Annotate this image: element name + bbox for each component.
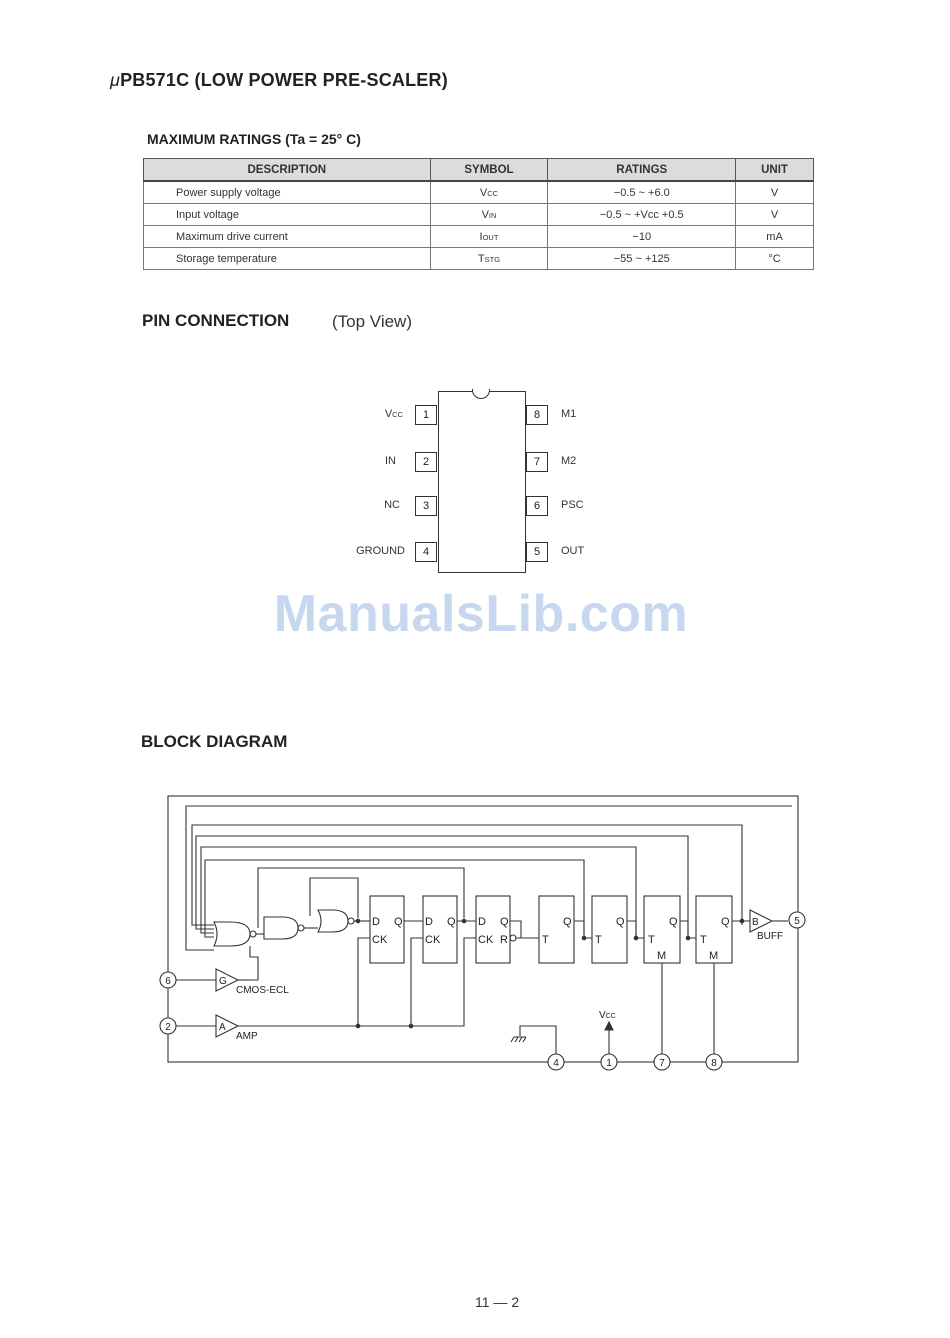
cell-description: Storage temperature bbox=[144, 248, 431, 270]
ff2-ck-label: CK bbox=[425, 934, 441, 946]
tff3-t-label: T bbox=[648, 934, 655, 946]
feedback-wire bbox=[310, 878, 358, 918]
cell-rating: −0.5 ~ +Vcc +0.5 bbox=[548, 204, 736, 226]
symbol-main: V bbox=[481, 208, 489, 221]
pin-label-main: IN bbox=[385, 455, 396, 467]
page-title-text: PB571C (LOW POWER PRE-SCALER) bbox=[120, 70, 448, 90]
cell-rating: −55 ~ +125 bbox=[548, 248, 736, 270]
ff1-q-label: Q bbox=[394, 916, 403, 928]
symbol-main: T bbox=[477, 252, 485, 265]
tff4-t-label: T bbox=[700, 934, 707, 946]
pin-label-main: V bbox=[384, 408, 393, 420]
wire bbox=[250, 946, 258, 980]
pin-label-main: NC bbox=[384, 499, 400, 511]
amp-label: AMP bbox=[236, 1031, 258, 1042]
tff2-t-label: T bbox=[595, 934, 602, 946]
cell-unit: °C bbox=[736, 248, 814, 270]
junction-dot bbox=[740, 919, 744, 923]
ff3-q-label: Q bbox=[500, 916, 509, 928]
junction-dot bbox=[462, 919, 466, 923]
cell-description: Input voltage bbox=[144, 204, 431, 226]
block-diagram-heading: BLOCK DIAGRAM bbox=[141, 732, 288, 751]
clock-wire bbox=[358, 938, 370, 1026]
wire bbox=[186, 941, 214, 950]
feedback-wire bbox=[196, 836, 688, 938]
pin-5-number: 5 bbox=[794, 916, 800, 927]
junction-dot bbox=[582, 936, 586, 940]
ff3-r-label: R bbox=[500, 934, 508, 946]
cell-unit: V bbox=[736, 181, 814, 204]
junction-dot bbox=[356, 1024, 360, 1028]
ff1-ck-label: CK bbox=[372, 934, 388, 946]
pin-4-number: 4 bbox=[553, 1058, 559, 1069]
t-flip-flop-2 bbox=[592, 896, 627, 963]
symbol-sub: IN bbox=[488, 210, 497, 220]
d-flip-flop-2 bbox=[423, 896, 457, 963]
ff2-d-label: D bbox=[425, 916, 433, 928]
inverter-bubble bbox=[510, 935, 516, 941]
pin-7: 7 bbox=[526, 452, 548, 472]
feedback-wire bbox=[258, 868, 464, 928]
column-header-symbol: SYMBOL bbox=[430, 159, 548, 182]
amp-letter: A bbox=[219, 1022, 226, 1033]
symbol-main: I bbox=[479, 230, 483, 243]
cell-unit: mA bbox=[736, 226, 814, 248]
ff3-d-label: D bbox=[478, 916, 486, 928]
pin-5: 5 bbox=[526, 542, 548, 562]
junction-dot bbox=[686, 936, 690, 940]
tff3-q-label: Q bbox=[669, 916, 678, 928]
ground-icon bbox=[511, 1037, 526, 1042]
pin-6-number: 6 bbox=[165, 976, 171, 987]
ff1-d-label: D bbox=[372, 916, 380, 928]
clock-wire bbox=[238, 938, 476, 1026]
watermark: ManualsLib.com bbox=[273, 585, 689, 643]
wire bbox=[574, 921, 592, 938]
wire bbox=[680, 921, 696, 938]
ff3-ck-label: CK bbox=[478, 934, 494, 946]
pin-6: 6 bbox=[526, 496, 548, 516]
pin-2: 2 bbox=[415, 452, 437, 472]
nor-gate-1 bbox=[214, 922, 250, 946]
symbol-sub: STG bbox=[484, 254, 501, 264]
pin-label-m1: M1 bbox=[561, 408, 577, 420]
pin-connection-heading: PIN CONNECTION bbox=[142, 311, 290, 330]
pin-4: 4 bbox=[415, 542, 437, 562]
pin-7-number: 7 bbox=[659, 1058, 665, 1069]
cell-description: Power supply voltage bbox=[144, 181, 431, 204]
inverter-bubble bbox=[250, 931, 256, 937]
pin-8: 8 bbox=[526, 405, 548, 425]
inverter-bubble bbox=[298, 925, 304, 931]
ground-wire bbox=[520, 1026, 556, 1054]
wire bbox=[627, 921, 644, 938]
buffer-letter: B bbox=[752, 917, 759, 928]
cmos-ecl-letter: G bbox=[219, 976, 227, 987]
pin-3: 3 bbox=[415, 496, 437, 516]
ratings-heading: MAXIMUM RATINGS (Ta = 25° C) bbox=[147, 131, 361, 147]
column-header-description: DESCRIPTION bbox=[144, 159, 431, 182]
cell-rating: −10 bbox=[548, 226, 736, 248]
pin-label-m2: M2 bbox=[561, 455, 577, 467]
tff1-q-label: Q bbox=[563, 916, 572, 928]
clock-wire bbox=[411, 938, 423, 1026]
junction-dot bbox=[409, 1024, 413, 1028]
cell-rating: −0.5 ~ +6.0 bbox=[548, 181, 736, 204]
tff4-q-label: Q bbox=[721, 916, 730, 928]
d-flip-flop-3 bbox=[476, 896, 510, 963]
inverter-bubble bbox=[348, 918, 354, 924]
vcc-arrow-icon bbox=[605, 1022, 613, 1030]
feedback-wire bbox=[186, 806, 792, 941]
nand-gate bbox=[264, 917, 298, 939]
symbol-sub: OUT bbox=[482, 232, 499, 242]
d-flip-flop-1 bbox=[370, 896, 404, 963]
ff2-q-label: Q bbox=[447, 916, 456, 928]
tff2-q-label: Q bbox=[616, 916, 625, 928]
vcc-sub: CC bbox=[605, 1013, 616, 1020]
cell-unit: V bbox=[736, 204, 814, 226]
pin-1-number: 1 bbox=[606, 1058, 612, 1069]
nor-gate-2 bbox=[318, 910, 348, 932]
tff1-t-label: T bbox=[542, 934, 549, 946]
vcc-label bbox=[599, 1010, 616, 1021]
symbol-main: V bbox=[479, 186, 488, 199]
vcc-main: V bbox=[599, 1010, 606, 1021]
tff4-m-label: M bbox=[709, 950, 719, 962]
t-flip-flop-1 bbox=[539, 896, 574, 963]
top-view-label: (Top View) bbox=[332, 312, 412, 331]
pin-2-number: 2 bbox=[165, 1022, 171, 1033]
pin-label-out: OUT bbox=[561, 545, 585, 557]
pin-label-psc: PSC bbox=[561, 499, 584, 511]
tff3-m-label: M bbox=[657, 950, 667, 962]
column-header-unit: UNIT bbox=[736, 159, 814, 182]
junction-dot bbox=[356, 919, 360, 923]
page-number: 11 — 2 bbox=[475, 1294, 520, 1310]
pin-8-number: 8 bbox=[711, 1058, 717, 1069]
pin-label-sub: CC bbox=[392, 410, 403, 419]
mu-symbol: μ bbox=[110, 70, 121, 90]
cell-description: Maximum drive current bbox=[144, 226, 431, 248]
feedback-wire bbox=[192, 825, 742, 925]
pin-label-main: GROUND bbox=[356, 545, 405, 557]
pin-1: 1 bbox=[415, 405, 437, 425]
cmos-ecl-label: CMOS-ECL bbox=[236, 985, 289, 996]
buffer-label: BUFF bbox=[757, 931, 784, 942]
junction-dot bbox=[634, 936, 638, 940]
symbol-sub: CC bbox=[487, 188, 499, 198]
column-header-ratings: RATINGS bbox=[548, 159, 736, 182]
